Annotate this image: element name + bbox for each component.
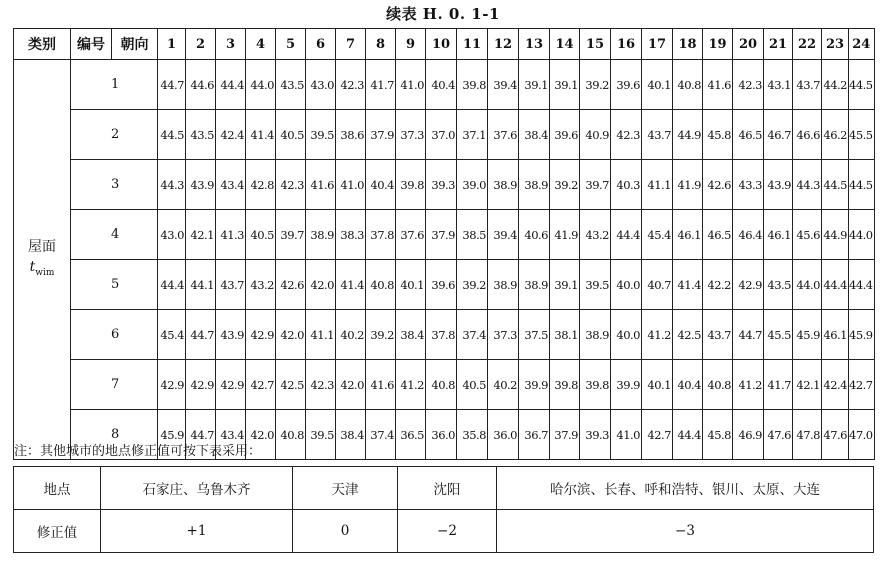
value-cell: 43.7: [216, 260, 246, 310]
row-number: 4: [71, 210, 158, 260]
value-cell: 45.8: [703, 410, 733, 460]
value-cell: 40.1: [642, 60, 673, 110]
value-cell: 41.0: [611, 410, 642, 460]
value-cell: +1: [101, 510, 293, 553]
value-cell: 42.9: [246, 310, 276, 360]
value-cell: 37.0: [426, 110, 457, 160]
value-cell: 39.3: [580, 410, 611, 460]
category-label: 屋面: [28, 238, 56, 255]
value-cell: 44.4: [822, 260, 849, 310]
value-cell: 46.1: [673, 210, 703, 260]
value-cell: 44.5: [849, 160, 875, 210]
place-cell: 石家庄、乌鲁木齐: [101, 467, 293, 510]
header-number: 编号: [71, 29, 112, 60]
value-cell: 39.6: [611, 60, 642, 110]
place-label: 地点: [14, 467, 101, 510]
value-cell: 38.9: [519, 260, 550, 310]
header-hour: 22: [793, 29, 822, 60]
value-cell: 46.2: [822, 110, 849, 160]
value-cell: 39.6: [426, 260, 457, 310]
value-cell: 41.6: [306, 160, 336, 210]
temperature-table: [13, 28, 875, 460]
value-cell: 42.8: [246, 160, 276, 210]
value-cell: 42.0: [276, 310, 306, 360]
row-number: 8: [71, 410, 158, 460]
value-cell: 40.9: [580, 110, 611, 160]
header-hour: 8: [366, 29, 396, 60]
value-cell: 42.1: [186, 210, 216, 260]
value-cell: 45.9: [793, 310, 822, 360]
value-cell: 47.6: [764, 410, 793, 460]
value-cell: 45.4: [158, 310, 186, 360]
value-cell: 47.6: [822, 410, 849, 460]
value-cell: 39.4: [488, 210, 519, 260]
value-cell: 36.5: [396, 410, 426, 460]
value-cell: 40.2: [336, 310, 366, 360]
value-cell: 44.3: [158, 160, 186, 210]
value-cell: 43.9: [216, 310, 246, 360]
value-cell: 39.4: [488, 60, 519, 110]
value-cell: 37.9: [366, 110, 396, 160]
value-cell: 39.0: [457, 160, 488, 210]
value-cell: 38.4: [336, 410, 366, 460]
value-cell: 41.0: [336, 160, 366, 210]
header-hour: 16: [611, 29, 642, 60]
value-cell: 40.3: [611, 160, 642, 210]
value-cell: 44.4: [216, 60, 246, 110]
value-cell: 44.7: [186, 310, 216, 360]
value-cell: 39.7: [580, 160, 611, 210]
value-cell: 44.7: [733, 310, 764, 360]
value-cell: 41.0: [396, 60, 426, 110]
value-cell: 43.0: [158, 210, 186, 260]
value-cell: 45.4: [642, 210, 673, 260]
value-cell: 41.4: [673, 260, 703, 310]
value-cell: 41.2: [733, 360, 764, 410]
value-cell: 42.3: [306, 360, 336, 410]
value-cell: 44.4: [673, 410, 703, 460]
value-cell: 42.3: [276, 160, 306, 210]
value-cell: 46.9: [733, 410, 764, 460]
value-cell: 43.7: [642, 110, 673, 160]
value-cell: 44.4: [158, 260, 186, 310]
value-cell: 38.3: [336, 210, 366, 260]
row-number: 5: [71, 260, 158, 310]
value-cell: 44.3: [793, 160, 822, 210]
value-cell: 39.9: [611, 360, 642, 410]
value-cell: 43.4: [216, 160, 246, 210]
value-cell: 35.8: [457, 410, 488, 460]
value-cell: 44.0: [793, 260, 822, 310]
value-cell: 44.9: [673, 110, 703, 160]
value-cell: 44.4: [611, 210, 642, 260]
value-cell: 39.2: [457, 260, 488, 310]
value-cell: −2: [398, 510, 497, 553]
value-cell: 47.8: [793, 410, 822, 460]
value-cell: 38.9: [580, 310, 611, 360]
value-cell: 37.8: [366, 210, 396, 260]
value-cell: 37.4: [457, 310, 488, 360]
value-cell: 46.7: [764, 110, 793, 160]
value-cell: 46.5: [733, 110, 764, 160]
value-cell: 39.2: [550, 160, 580, 210]
value-cell: 39.8: [457, 60, 488, 110]
value-cell: 44.5: [822, 160, 849, 210]
value-cell: 44.4: [849, 260, 875, 310]
value-cell: 40.8: [276, 410, 306, 460]
value-cell: 47.0: [849, 410, 875, 460]
row-number: 1: [71, 60, 158, 110]
value-label: 修正值: [14, 510, 101, 553]
header-hour: 13: [519, 29, 550, 60]
value-cell: 46.1: [822, 310, 849, 360]
page-title: 续表 H. 0. 1-1: [386, 5, 500, 23]
value-cell: 38.6: [336, 110, 366, 160]
value-cell: 37.9: [426, 210, 457, 260]
value-cell: 39.7: [276, 210, 306, 260]
value-cell: 45.9: [849, 310, 875, 360]
header-hour: 19: [703, 29, 733, 60]
header-hour: 9: [396, 29, 426, 60]
place-cell: 沈阳: [398, 467, 497, 510]
value-cell: 42.1: [793, 360, 822, 410]
value-cell: 41.6: [366, 360, 396, 410]
value-cell: 39.5: [580, 260, 611, 310]
value-cell: 37.4: [366, 410, 396, 460]
value-cell: 42.0: [306, 260, 336, 310]
value-cell: 43.7: [703, 310, 733, 360]
value-cell: 36.7: [519, 410, 550, 460]
value-cell: 45.6: [793, 210, 822, 260]
value-cell: 41.7: [764, 360, 793, 410]
value-cell: 41.4: [336, 260, 366, 310]
value-cell: 42.9: [158, 360, 186, 410]
value-cell: 0: [293, 510, 398, 553]
value-cell: 39.5: [306, 110, 336, 160]
value-cell: 36.0: [426, 410, 457, 460]
value-cell: 46.6: [793, 110, 822, 160]
table-row: [14, 160, 875, 210]
place-cell: 天津: [293, 467, 398, 510]
value-cell: 44.6: [186, 60, 216, 110]
header-hour: 24: [849, 29, 875, 60]
value-cell: 44.0: [246, 60, 276, 110]
value-cell: 42.3: [611, 110, 642, 160]
header-hour: 4: [246, 29, 276, 60]
value-cell: 44.5: [158, 110, 186, 160]
value-cell: 42.3: [733, 60, 764, 110]
value-cell: 40.1: [396, 260, 426, 310]
value-cell: 40.6: [519, 210, 550, 260]
value-cell: 39.2: [580, 60, 611, 110]
value-cell: 40.8: [426, 360, 457, 410]
value-cell: 44.9: [822, 210, 849, 260]
value-cell: 38.5: [457, 210, 488, 260]
value-cell: 40.4: [673, 360, 703, 410]
value-cell: 40.2: [488, 360, 519, 410]
value-cell: 40.8: [703, 360, 733, 410]
header-hour: 12: [488, 29, 519, 60]
value-cell: 40.7: [642, 260, 673, 310]
value-cell: 39.1: [519, 60, 550, 110]
value-cell: 39.1: [550, 260, 580, 310]
value-cell: 40.1: [642, 360, 673, 410]
value-cell: 42.9: [733, 260, 764, 310]
value-cell: 43.5: [276, 60, 306, 110]
value-cell: 42.0: [336, 360, 366, 410]
value-cell: 42.0: [246, 410, 276, 460]
value-cell: 40.0: [611, 310, 642, 360]
value-cell: 37.6: [488, 110, 519, 160]
value-cell: 38.9: [306, 210, 336, 260]
value-cell: 42.6: [703, 160, 733, 210]
value-cell: 42.9: [216, 360, 246, 410]
value-cell: 42.7: [246, 360, 276, 410]
value-cell: 37.6: [396, 210, 426, 260]
value-cell: 39.1: [550, 60, 580, 110]
symbol-t: t: [29, 258, 36, 275]
value-cell: 43.4: [216, 410, 246, 460]
value-cell: 45.8: [703, 110, 733, 160]
value-cell: 43.5: [186, 110, 216, 160]
category-cell: [14, 60, 71, 460]
value-cell: 43.1: [764, 60, 793, 110]
value-cell: 42.9: [186, 360, 216, 410]
value-cell: −3: [497, 510, 874, 553]
value-cell: 37.3: [396, 110, 426, 160]
value-cell: 39.6: [550, 110, 580, 160]
value-cell: 43.9: [764, 160, 793, 210]
value-cell: 41.2: [396, 360, 426, 410]
value-cell: 40.5: [246, 210, 276, 260]
header-hour: 2: [186, 29, 216, 60]
header-hour: 15: [580, 29, 611, 60]
value-cell: 45.5: [764, 310, 793, 360]
value-cell: 43.2: [246, 260, 276, 310]
value-cell: 41.3: [216, 210, 246, 260]
value-cell: 39.2: [366, 310, 396, 360]
value-cell: 45.5: [849, 110, 875, 160]
value-cell: 42.4: [822, 360, 849, 410]
header-hour: 20: [733, 29, 764, 60]
value-cell: 38.4: [519, 110, 550, 160]
row-number: 3: [71, 160, 158, 210]
header-hour: 17: [642, 29, 673, 60]
value-cell: 44.0: [849, 210, 875, 260]
value-cell: 41.1: [642, 160, 673, 210]
value-cell: 40.4: [366, 160, 396, 210]
header-hour: 1: [158, 29, 186, 60]
value-cell: 41.9: [673, 160, 703, 210]
header-hour: 3: [216, 29, 246, 60]
value-cell: 41.7: [366, 60, 396, 110]
value-cell: 44.7: [158, 60, 186, 110]
value-cell: 40.8: [673, 60, 703, 110]
table-row: [14, 260, 875, 310]
row-number: 6: [71, 310, 158, 360]
value-cell: 38.1: [550, 310, 580, 360]
place-cell: 哈尔滨、长春、呼和浩特、银川、太原、大连: [497, 467, 874, 510]
value-cell: 43.2: [580, 210, 611, 260]
value-cell: 37.1: [457, 110, 488, 160]
value-cell: 44.5: [849, 60, 875, 110]
value-cell: 43.3: [733, 160, 764, 210]
value-cell: 41.9: [550, 210, 580, 260]
table-row: [14, 110, 875, 160]
table-row: [14, 210, 875, 260]
value-cell: 43.7: [793, 60, 822, 110]
value-cell: 42.7: [642, 410, 673, 460]
header-orientation: 朝向: [112, 29, 158, 60]
row-number: 7: [71, 360, 158, 410]
value-cell: 39.3: [426, 160, 457, 210]
value-cell: 42.7: [849, 360, 875, 410]
value-cell: 41.1: [306, 310, 336, 360]
correction-place-row: [14, 467, 874, 510]
value-cell: 36.0: [488, 410, 519, 460]
table-row: [14, 60, 875, 110]
value-cell: 42.5: [276, 360, 306, 410]
header-hour: 18: [673, 29, 703, 60]
value-cell: 39.5: [306, 410, 336, 460]
value-cell: 38.9: [488, 160, 519, 210]
value-cell: 40.4: [426, 60, 457, 110]
value-cell: 42.3: [336, 60, 366, 110]
header-hour: 21: [764, 29, 793, 60]
value-cell: 46.4: [733, 210, 764, 260]
value-cell: 39.8: [550, 360, 580, 410]
category-symbol: [14, 257, 70, 283]
value-cell: 43.0: [306, 60, 336, 110]
value-cell: 42.2: [703, 260, 733, 310]
value-cell: 46.5: [703, 210, 733, 260]
value-cell: 37.3: [488, 310, 519, 360]
table-row: [14, 310, 875, 360]
value-cell: 40.0: [611, 260, 642, 310]
header-hour: 5: [276, 29, 306, 60]
header-hour: 7: [336, 29, 366, 60]
value-cell: 42.5: [673, 310, 703, 360]
value-cell: 45.9: [158, 410, 186, 460]
value-cell: 46.1: [764, 210, 793, 260]
table-header-row: [14, 29, 875, 60]
value-cell: 42.6: [276, 260, 306, 310]
value-cell: 41.6: [703, 60, 733, 110]
value-cell: 37.9: [550, 410, 580, 460]
note-text: 注：其他城市的地点修正值可按下表采用：: [14, 444, 262, 459]
value-cell: 38.9: [488, 260, 519, 310]
value-cell: 40.8: [366, 260, 396, 310]
value-cell: 39.8: [396, 160, 426, 210]
value-cell: 43.5: [764, 260, 793, 310]
symbol-subscript: wim: [35, 267, 55, 278]
value-cell: 38.9: [519, 160, 550, 210]
row-number: 2: [71, 110, 158, 160]
correction-table: [13, 466, 874, 553]
header-hour: 6: [306, 29, 336, 60]
table-row: [14, 360, 875, 410]
value-cell: 44.1: [186, 260, 216, 310]
header-category: 类别: [14, 29, 71, 60]
header-hour: 11: [457, 29, 488, 60]
value-cell: 37.5: [519, 310, 550, 360]
value-cell: 41.2: [642, 310, 673, 360]
header-hour: 10: [426, 29, 457, 60]
header-hour: 14: [550, 29, 580, 60]
value-cell: 39.9: [519, 360, 550, 410]
value-cell: 44.2: [822, 60, 849, 110]
value-cell: 43.9: [186, 160, 216, 210]
value-cell: 39.8: [580, 360, 611, 410]
value-cell: 41.4: [246, 110, 276, 160]
correction-value-row: [14, 510, 874, 553]
value-cell: 38.4: [396, 310, 426, 360]
header-hour: 23: [822, 29, 849, 60]
value-cell: 42.4: [216, 110, 246, 160]
value-cell: 44.7: [186, 410, 216, 460]
value-cell: 37.8: [426, 310, 457, 360]
value-cell: 40.5: [276, 110, 306, 160]
value-cell: 40.5: [457, 360, 488, 410]
